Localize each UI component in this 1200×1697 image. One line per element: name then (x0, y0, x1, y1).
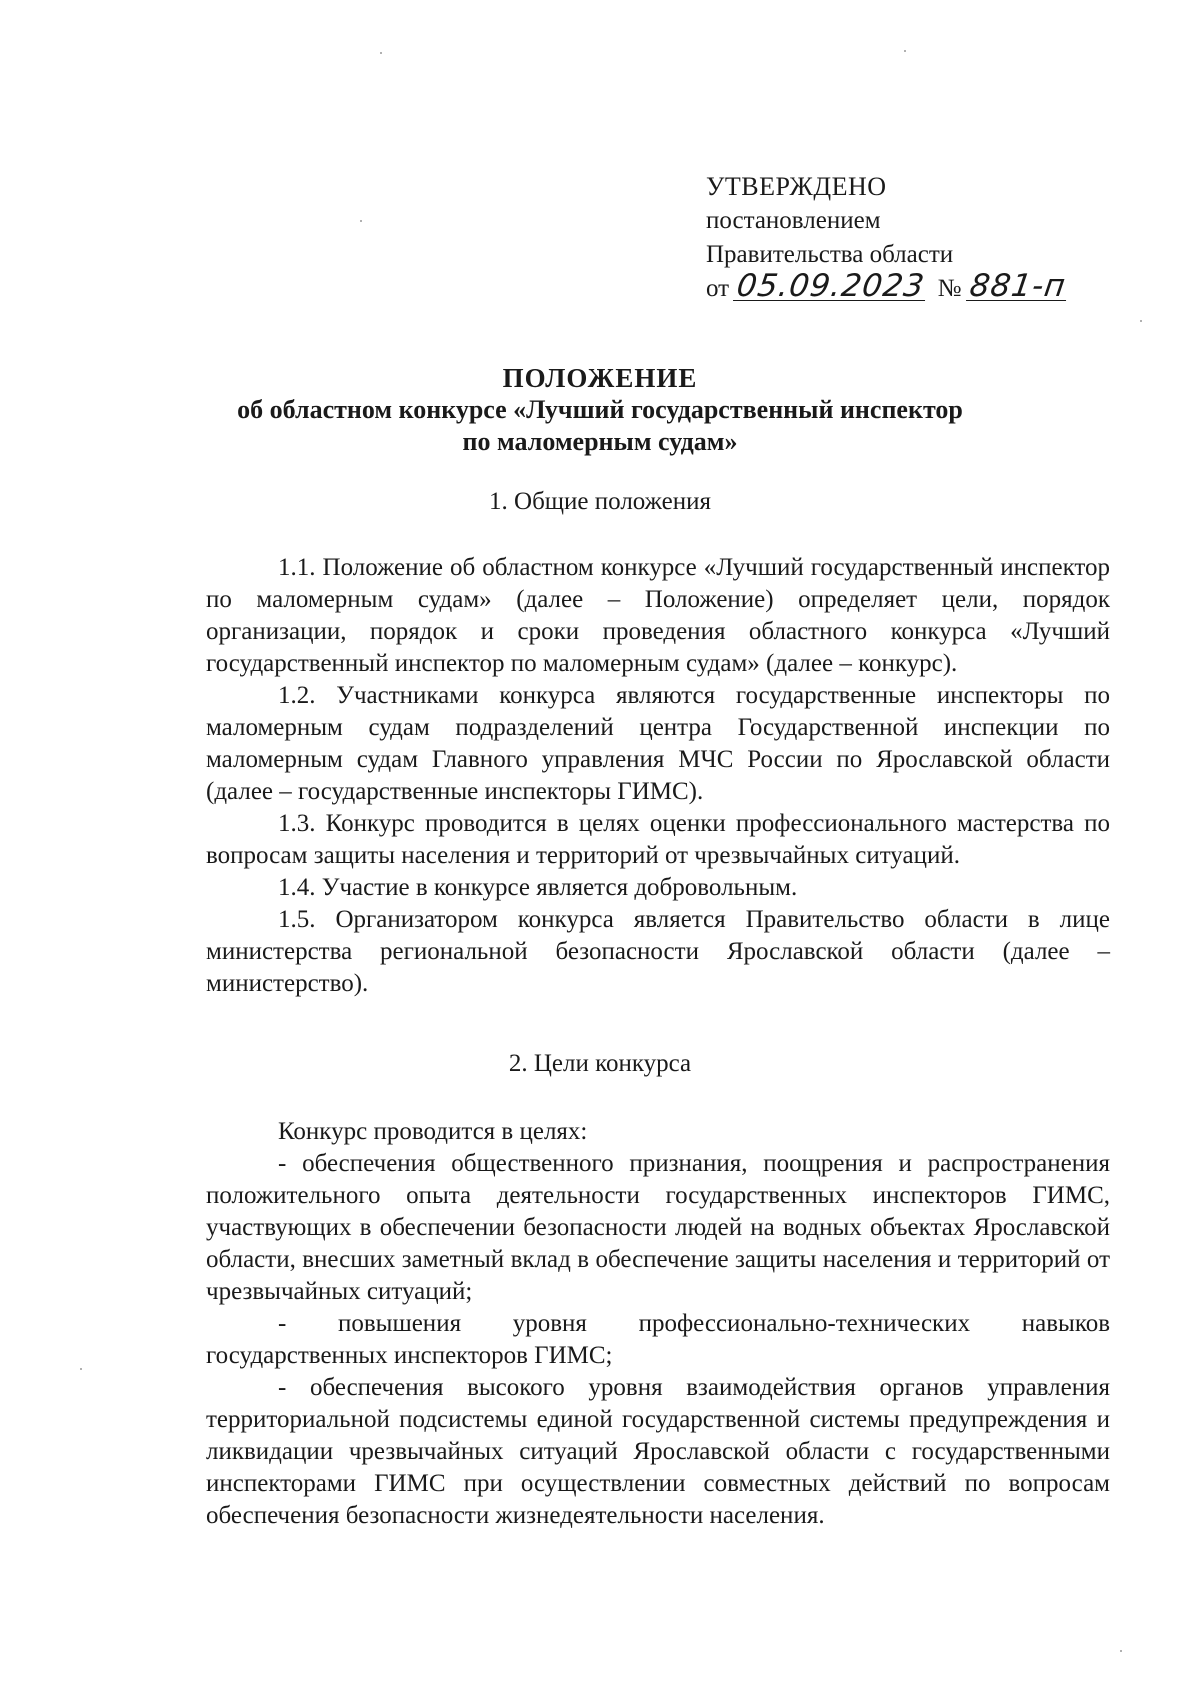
goal-item-2: - повышения уровня профессионально-технических навыков государственных инспекторов ГИМС; (206, 1310, 1110, 1369)
title-line-3: по маломерным судам» (462, 427, 738, 456)
title-line-2: об областном конкурсе «Лучший государственный инспектор (237, 395, 963, 424)
section-2-body (206, 1116, 1110, 1532)
date-field (734, 268, 931, 306)
scan-speck (904, 50, 906, 52)
approval-block (706, 170, 1126, 306)
approval-line-government: Правительства области (706, 241, 954, 268)
scan-speck (1140, 320, 1142, 322)
document-title (0, 362, 1200, 458)
scan-speck (80, 1368, 82, 1370)
handwritten-date: 05.09.2023 (734, 268, 928, 304)
section-2-heading: 2. Цели конкурса (508, 1050, 692, 1077)
handwritten-number: 881-п (967, 268, 1068, 304)
goal-item-1: - обеспечения общественного признания, поощрения и распространения положительного опыта деятельности государственных инспекторов ГИМС, участвующих в обеспечении безопасности людей на водных объектах Ярославской области, внесших заметный вклад в обеспечение защиты населения и территорий от чрезвычайных ситуаций; (206, 1150, 1110, 1305)
title-line-1: ПОЛОЖЕНИЕ (502, 363, 698, 393)
scan-speck (1120, 1650, 1122, 1652)
approval-date-row (706, 268, 1126, 306)
scan-speck (360, 220, 362, 222)
scan-speck (380, 52, 382, 54)
goal-item-3: - обеспечения высокого уровня взаимодействия органов управления территориальной подсистемы единой государственной системы предупреждения и ликвидации чрезвычайных ситуаций Ярославской области с государственными инспекторами ГИМС при осуществлении совместных действий по вопросам обеспечения безопасности жизнедеятельности населения. (206, 1374, 1110, 1529)
number-prefix: № (937, 275, 962, 302)
paragraph-1-3: 1.3. Конкурс проводится в целях оценки профессионального мастерства по вопросам защиты населения и территорий от чрезвычайных ситуаций. (206, 810, 1110, 869)
date-prefix: от (706, 275, 730, 302)
paragraph-1-1: 1.1. Положение об областном конкурсе «Лучший государственный инспектор по маломерным судам» (далее – Положение) определяет цели, порядок организации, порядок и сроки проведения областного конкурса «Лучший государственный инспектор по маломерным судам» (далее – конкурс). (206, 554, 1110, 677)
paragraph-1-5: 1.5. Организатором конкурса является Правительство области в лице министерства региональной безопасности Ярославской области (далее – министерство). (206, 906, 1110, 997)
paragraph-1-2: 1.2. Участниками конкурса являются государственные инспекторы по маломерным судам подразделений центра Государственной инспекции по маломерным судам Главного управления МЧС России по Ярославской области (далее – государственные инспекторы ГИМС). (206, 682, 1110, 805)
section-2-intro: Конкурс проводится в целях: (278, 1118, 588, 1145)
number-field (967, 268, 1072, 306)
paragraph-1-4: 1.4. Участие в конкурсе является добровольным. (278, 874, 798, 901)
section-1-heading: 1. Общие положения (489, 488, 711, 515)
section-1-body (206, 552, 1110, 1000)
approval-line-resolution: постановлением (706, 207, 881, 234)
approval-heading: УТВЕРЖДЕНО (706, 172, 887, 201)
